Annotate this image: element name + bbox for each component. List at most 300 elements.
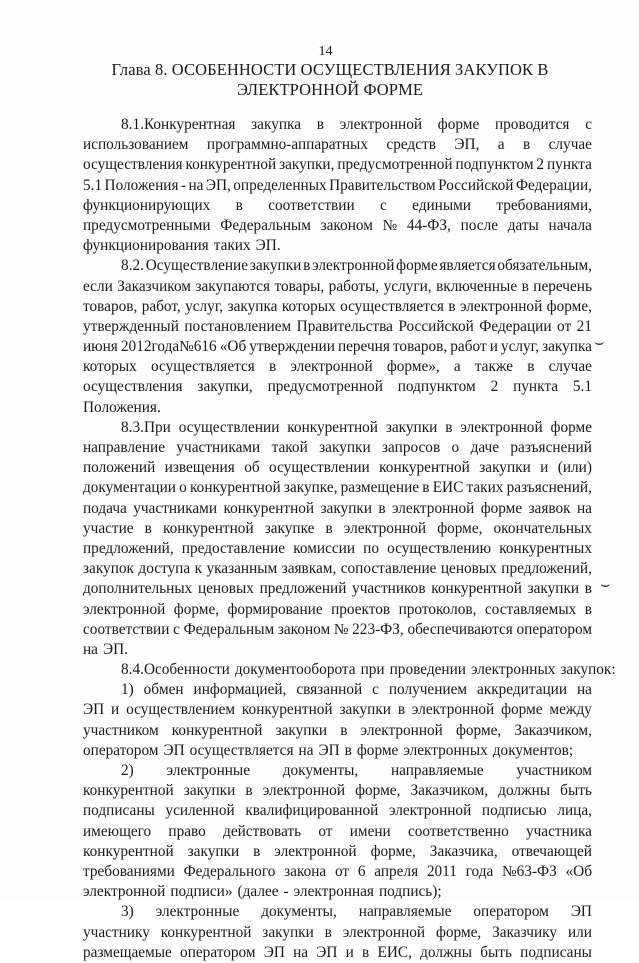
text-line — [83, 438, 592, 458]
word: 2 — [536, 156, 545, 174]
word: форме, — [455, 721, 502, 739]
word: 2) — [121, 762, 134, 779]
word: конкурентной — [287, 418, 378, 436]
word: закупки — [249, 257, 302, 275]
word: июня — [83, 338, 118, 356]
text-line — [83, 600, 592, 620]
word: отвечающей — [511, 842, 592, 860]
word: составляемых — [484, 600, 577, 618]
word: Заказчика, — [429, 842, 498, 860]
word: квалифицированной — [245, 802, 379, 820]
word: должны — [498, 782, 551, 800]
text-line — [83, 155, 592, 175]
word: в — [325, 519, 333, 537]
text-line — [83, 398, 592, 418]
word: Федерального — [183, 862, 276, 880]
word: закупок — [83, 560, 134, 578]
text-line — [83, 135, 592, 155]
word: электронной — [262, 782, 346, 800]
word: на — [576, 499, 592, 517]
word: постановлением — [184, 317, 292, 335]
word: случае — [548, 136, 592, 154]
word: товаров, — [392, 338, 448, 356]
word: соответственно — [407, 822, 509, 840]
word: такой — [271, 439, 308, 456]
word: закупки — [183, 782, 236, 800]
word: на — [576, 681, 592, 699]
word: указанным — [206, 560, 278, 578]
word: или — [567, 923, 592, 941]
word: от — [557, 317, 572, 335]
word: - — [180, 176, 187, 194]
word: электронной — [391, 499, 475, 517]
word: заявкам, — [281, 560, 337, 578]
word: электронной — [342, 923, 426, 941]
text-line — [83, 256, 592, 276]
word: документы, — [282, 762, 359, 779]
word: комиссии — [293, 539, 356, 557]
word: 5.1 — [83, 176, 103, 194]
word: закупки — [319, 439, 371, 456]
word: даты — [507, 216, 539, 234]
text-line — [83, 559, 592, 579]
word: в — [235, 196, 243, 214]
text-line — [83, 862, 592, 882]
word: электронных — [470, 661, 556, 679]
word: на — [298, 741, 314, 759]
word: работ — [450, 338, 487, 356]
word: 3) — [121, 903, 134, 921]
word: документооборота — [234, 661, 356, 679]
text-line — [83, 357, 592, 377]
word: соответствии — [83, 620, 170, 638]
text-line — [83, 781, 592, 801]
word: ЭП — [316, 943, 338, 961]
text-line — [83, 700, 592, 720]
text-line — [83, 842, 592, 862]
text-line — [83, 923, 592, 943]
word: лица, — [557, 802, 592, 820]
word: проводится — [494, 116, 570, 133]
word: Заказчиком, — [410, 782, 489, 800]
word: форме, — [437, 519, 483, 537]
word: в — [584, 580, 592, 598]
word: 6 — [357, 862, 366, 880]
text-line — [83, 499, 592, 519]
word: на — [188, 176, 204, 194]
text-line — [83, 680, 592, 700]
word: «Об — [219, 338, 247, 356]
word: конкурентной — [431, 580, 522, 598]
word: определенных — [233, 176, 327, 194]
word: закупки — [262, 923, 314, 941]
word: предусмотренными — [83, 216, 211, 234]
word: №63-ФЗ — [502, 862, 557, 880]
word: Осуществление — [145, 257, 249, 275]
word: ЭП, — [205, 176, 231, 194]
word: закупки — [385, 418, 438, 436]
word: конкурентной — [185, 156, 277, 174]
word: электронной — [290, 358, 373, 376]
word: между — [549, 701, 592, 719]
word: и — [345, 943, 354, 961]
word: услуг, — [500, 338, 540, 356]
word: работ, — [141, 297, 181, 315]
word: ценовых — [440, 560, 497, 578]
word: предложений — [259, 580, 347, 598]
word: участником — [516, 762, 592, 779]
word: № — [333, 620, 349, 638]
word: конкурентной — [379, 459, 470, 477]
word: в — [522, 136, 531, 154]
text-line — [83, 902, 592, 922]
word: в — [397, 701, 406, 719]
text-line — [83, 721, 592, 741]
word: Российской — [438, 176, 514, 194]
word: формирование — [227, 600, 323, 618]
word: а — [497, 136, 505, 154]
word: предложений, — [83, 539, 174, 557]
word: предложений, — [501, 560, 592, 578]
text-line — [83, 216, 592, 236]
word: ЭП — [83, 701, 105, 719]
body-text — [83, 115, 616, 963]
word: также — [474, 358, 514, 376]
word: в — [245, 782, 253, 800]
word: подписаны — [83, 802, 155, 820]
word: по — [363, 539, 380, 557]
word: конкурентной — [162, 519, 254, 537]
word: направляемые — [358, 903, 452, 921]
word: электронной — [343, 519, 427, 537]
word: электронной — [388, 802, 472, 820]
word: осуществляется — [189, 741, 294, 759]
page-number: 14 — [318, 44, 333, 59]
word: заявок — [528, 499, 571, 517]
text-line — [83, 943, 592, 963]
word: форме, — [435, 923, 482, 941]
word: осуществляется — [150, 358, 255, 376]
word: информацией, — [193, 681, 287, 699]
word: в — [144, 519, 152, 537]
word: запросов — [382, 439, 441, 456]
word: с — [372, 681, 379, 699]
word: подпунктом — [455, 156, 534, 174]
word: Положения — [104, 176, 179, 194]
word: размещение — [340, 479, 420, 497]
text-line — [83, 640, 592, 660]
word: окончательных — [493, 519, 592, 537]
word: обязательным, — [497, 257, 592, 275]
word: электронной — [460, 418, 543, 436]
word: о — [451, 439, 460, 456]
word: закупаются — [195, 277, 271, 295]
word: форме — [396, 257, 438, 275]
text-line — [83, 579, 592, 599]
word: законом — [320, 216, 373, 234]
word: если — [83, 277, 113, 295]
word: закупке — [264, 519, 315, 537]
word: (далее — [237, 883, 279, 901]
word: закупки — [187, 842, 240, 860]
text-line — [83, 660, 616, 680]
word: участника — [525, 822, 592, 840]
word: 8.1.Конкурентная — [121, 116, 236, 133]
word: от — [318, 822, 333, 840]
word: в — [584, 600, 592, 618]
word: быть — [560, 782, 592, 800]
word: закупки — [339, 701, 391, 719]
word: форме», — [386, 358, 440, 376]
word: форме, — [355, 782, 401, 800]
word: форме — [480, 499, 523, 517]
word: ЕИС — [432, 479, 464, 497]
word: конкурентной — [83, 842, 174, 860]
word: 2012года№616 — [120, 338, 217, 356]
word: участниками — [133, 499, 218, 517]
text-line — [83, 418, 592, 438]
word: 8.2. — [121, 257, 144, 275]
text-line — [83, 377, 592, 397]
word: «Об — [565, 862, 592, 880]
word: направление — [83, 439, 166, 456]
word: в — [527, 358, 535, 376]
word: обеспечиваются — [407, 620, 513, 638]
word: 44-ФЗ, — [406, 216, 451, 234]
word: проведении — [389, 661, 466, 679]
word: Федерации — [479, 317, 552, 335]
word: электронной — [83, 600, 166, 618]
text-line — [83, 196, 592, 216]
word: закупки, — [279, 156, 335, 174]
word: доступа — [138, 560, 191, 578]
word: сопоставление — [340, 560, 437, 578]
word: закупки, — [197, 378, 253, 396]
word: (или) — [557, 459, 592, 477]
word: таких — [213, 237, 251, 255]
word: форме — [550, 418, 592, 436]
word: товары, — [274, 277, 325, 295]
word: закупка — [227, 297, 278, 315]
text-line — [83, 337, 592, 357]
word: Правительства — [296, 317, 393, 335]
word: форме — [356, 741, 399, 759]
word: является — [439, 257, 496, 275]
word: право — [168, 822, 206, 840]
word: подписью — [481, 802, 547, 820]
word: ЕИС, — [377, 943, 412, 961]
word: электронные — [166, 762, 251, 779]
word: осуществлении — [178, 418, 280, 436]
word: подписаны — [520, 943, 592, 961]
word: Правительством — [329, 176, 436, 194]
word: конкурентной — [171, 721, 263, 739]
word: об — [244, 459, 260, 477]
word: с — [173, 620, 180, 638]
word: форме — [437, 116, 480, 133]
word: действовать — [223, 822, 302, 840]
word: конкурентных — [499, 539, 592, 557]
word: документов; — [492, 741, 574, 759]
word: а — [453, 358, 461, 376]
word: конкурентной — [223, 499, 315, 517]
word: случае — [548, 358, 592, 376]
word: при — [360, 661, 385, 679]
word: после — [460, 216, 498, 234]
word: закупки — [320, 499, 372, 517]
word: начала — [548, 216, 592, 234]
word: года — [465, 862, 494, 880]
word: пункта — [513, 378, 558, 396]
word: 1) — [121, 681, 134, 699]
word: электронной — [360, 721, 443, 739]
word: - — [283, 883, 289, 901]
word: ЭП. — [255, 237, 281, 255]
word: оператором — [180, 943, 256, 961]
word: в — [448, 297, 456, 315]
word: проектов — [331, 600, 391, 618]
word: конкурентной — [83, 782, 174, 800]
word: подача — [83, 499, 127, 517]
word: законом — [277, 620, 331, 638]
word: пункта — [547, 156, 592, 174]
word: обмен — [143, 681, 184, 699]
word: разъяснений — [510, 439, 592, 456]
word: Положения. — [83, 398, 161, 416]
word: получением — [388, 681, 468, 699]
word: услуги, — [383, 277, 432, 295]
word: ЭП — [318, 741, 340, 759]
word: функционирования — [83, 237, 209, 255]
word: имени — [349, 822, 391, 840]
word: участие — [83, 519, 134, 537]
word: оператором — [83, 741, 159, 759]
word: закупке, — [283, 479, 338, 497]
word: в — [268, 358, 277, 376]
word: направляемые — [390, 762, 484, 779]
word: закупка — [542, 338, 592, 356]
word: участнику — [83, 923, 150, 941]
word: в — [253, 842, 261, 860]
word: которых — [281, 297, 336, 315]
word: 21 — [576, 317, 592, 335]
text-line — [83, 822, 592, 842]
chapter-title — [100, 60, 560, 100]
text-line — [83, 741, 592, 761]
word: закупки — [527, 580, 580, 598]
word: электронной — [459, 297, 543, 315]
word: в — [324, 923, 332, 941]
word: в — [340, 721, 348, 739]
word: Российской — [398, 317, 474, 335]
word: средств — [386, 136, 436, 154]
word: конкурентной — [190, 479, 281, 497]
word: электронной — [312, 257, 395, 275]
word: даче — [470, 439, 500, 456]
word: утверждении — [249, 338, 335, 356]
word: с — [585, 116, 592, 133]
word: в — [344, 741, 352, 759]
word: в — [378, 499, 386, 517]
word: таких — [466, 479, 504, 497]
word: включенные — [436, 277, 518, 295]
word: требованиями — [83, 862, 175, 880]
chapter-title-line-1: Глава 8. ОСОБЕННОСТИ ОСУЩЕСТВЛЕНИЯ ЗАКУПОК В — [111, 60, 549, 79]
text-line — [83, 317, 592, 337]
word: которых — [83, 358, 137, 376]
word: подпись); — [378, 883, 442, 901]
word: от — [334, 862, 350, 880]
word: осуществления — [83, 378, 183, 396]
word: программно-аппаратных — [206, 136, 368, 154]
word: форме, — [370, 842, 416, 860]
word: услуг, — [185, 297, 224, 315]
word: документы, — [261, 903, 337, 921]
text-line — [83, 519, 592, 539]
word: в — [521, 277, 529, 295]
word: 2011 — [426, 862, 457, 880]
text-line — [83, 539, 592, 559]
text-line — [83, 882, 592, 902]
word: документации — [83, 479, 176, 497]
word: осуществлением — [126, 701, 236, 719]
word: 8.3.При — [121, 418, 171, 436]
text-line — [83, 297, 592, 317]
word: утвержденный — [83, 317, 179, 335]
word: осуществлению — [387, 539, 492, 557]
word: в — [422, 479, 430, 497]
word: Заказчиком, — [514, 721, 592, 739]
word: предусмотренной — [267, 378, 383, 396]
word: конкурентной — [160, 923, 252, 941]
word: ЭП. — [102, 640, 128, 658]
word: электронных — [403, 741, 488, 759]
word: электронной — [274, 842, 357, 860]
word: Заказчиком — [117, 277, 191, 295]
word: предоставление — [181, 539, 286, 557]
word: аккредитации — [476, 681, 568, 699]
text-line — [83, 761, 592, 781]
word: ценовых — [197, 580, 254, 598]
word: должны — [420, 943, 472, 961]
word: Федеральным — [220, 216, 311, 234]
word: функционирующих — [83, 196, 211, 214]
word: осуществления — [83, 156, 183, 174]
word: закупки — [275, 721, 328, 739]
word: форме — [501, 701, 543, 719]
word: имеющего — [83, 822, 152, 840]
word: о — [179, 479, 187, 497]
text-line — [83, 236, 592, 256]
word: в — [445, 418, 453, 436]
word: протоколов, — [398, 600, 477, 618]
word: соответствии — [268, 196, 355, 214]
word: ЭП, — [454, 136, 480, 154]
word: товаров, — [83, 297, 138, 315]
word: положений — [83, 459, 156, 477]
word: извещения — [164, 459, 235, 477]
word: закупка — [251, 116, 302, 133]
word: участником — [83, 721, 159, 739]
text-line — [83, 620, 592, 640]
word: электронной — [339, 116, 423, 133]
word: конкурентной — [241, 701, 333, 719]
word: подпунктом — [397, 378, 476, 396]
word: в — [316, 116, 324, 133]
word: дополнительных — [83, 580, 193, 598]
word: Заказчику — [492, 923, 558, 941]
word: на — [293, 943, 309, 961]
